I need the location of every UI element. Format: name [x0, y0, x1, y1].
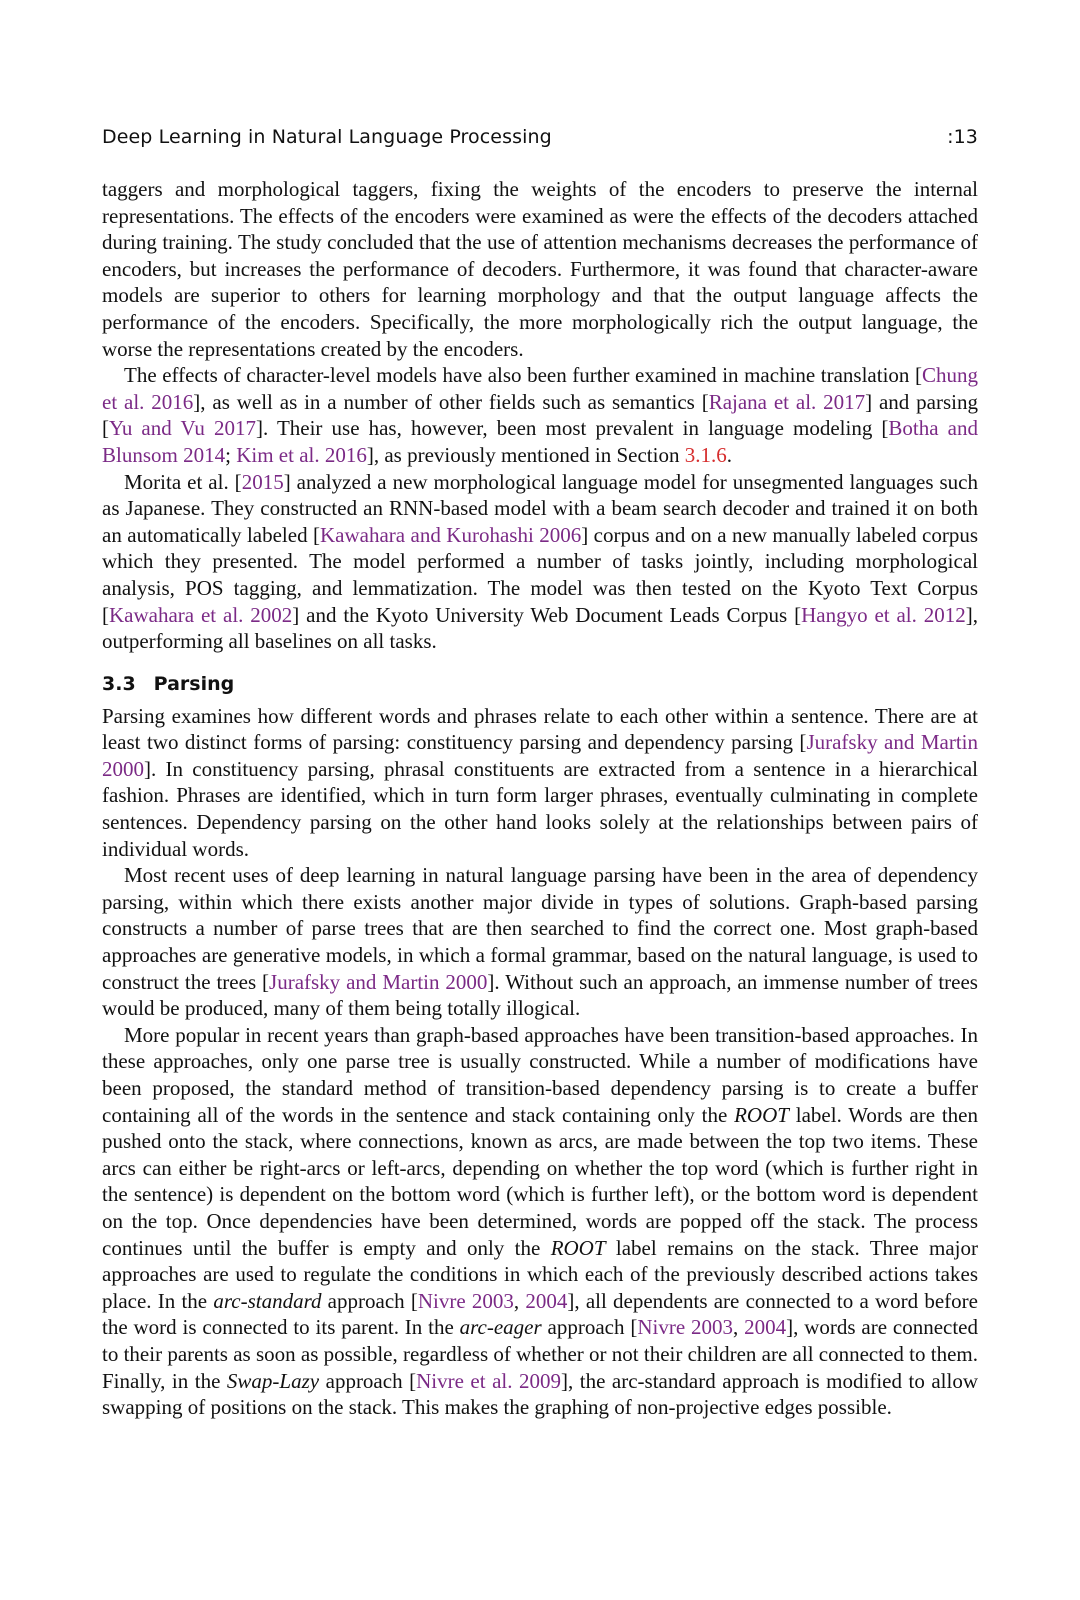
term-root: ROOT	[550, 1235, 606, 1260]
citation-morita-2015[interactable]: 2015	[241, 469, 284, 494]
paragraph-encoders: taggers and morphological taggers, fixing the weights of the encoders to preserve the internal representations. The effects of the encoders were examined as were the effects of the decoders attached during training. The study concluded that the use of attention mechanisms decreases the performance of encoders, but increases the performance of decoders. Furthermore, it was found that character-aware models are superior to others for learning morphology and that the output language affects the performance of the encoders. Specifically, the more morphologically rich the output language, the worse the representations created by the encoders.	[102, 177, 978, 361]
paragraph-character-level: The effects of character-level models have also been further examined in machine translation [Chung et al. 2016], as well as in a number of other fields such as semantics [Rajana et al. 2017] and parsing [Yu and Vu 2017]. Their use has, however, been most prevalent in language modeling [Botha and Blunsom 2014; Kim et al. 2016], as previously mentioned in Section 3.1.6.	[102, 363, 979, 467]
citation-nivre-2003[interactable]: Nivre 2003	[637, 1315, 734, 1340]
paragraph-transition-based: More popular in recent years than graph-based approaches have been transition-based approaches. In these approaches, only one parse tree is usually constructed. While a number of modifications have been proposed, the standard method of transition-based dependency parsing is to create a buffer containing all of the words in the sentence and stack containing only the ROOT label. Words are then pushed onto the stack, where connections, known as arcs, are made between the top two items. These arcs can either be right-arcs or left-arcs, depending on whether the top word (which is further right in the sentence) is dependent on the bottom word (which is further left), or the bottom word is dependent on the top. Once dependencies have been determined, words are popped off the stack. The process continues until the buffer is empty and only the ROOT label remains on the stack. Three major approaches are used to regulate the conditions in which each of the previously described actions takes place. In the arc-standard approach [Nivre 2003, 2004], all dependents are connected to a word before the word is connected to its parent. In the arc-eager approach [Nivre 2003, 2004], words are connected to their parents as soon as possible, regardless of whether or not their children are all connected to them. Finally, in the Swap-Lazy approach [Nivre et al. 2009], the arc-standard approach is modified to allow swapping of positions on the stack. This makes the graphing of non-projective edges possible.	[102, 1022, 979, 1420]
term-arc-eager: arc-eager	[459, 1315, 542, 1340]
term-arc-standard: arc-standard	[213, 1288, 322, 1313]
paragraph-morita: Morita et al. [2015] analyzed a new morphological language model for unsegmented languages such as Japanese. They constructed an RNN-based model with a beam search decoder and trained it on both an automatically labeled [Kawahara and Kurohashi 2006] corpus and on a new manually labeled corpus which they presented. The model performed a number of tasks jointly, including morphological analysis, POS tagging, and lemmatization. The model was then tested on the Kyoto Text Corpus [Kawahara et al. 2002] and the Kyoto University Web Document Leads Corpus [Hangyo et al. 2012], outperforming all baselines on all tasks.	[102, 469, 978, 654]
page-number: :13	[947, 126, 978, 148]
citation-rajana-2017[interactable]: Rajana et al. 2017	[708, 389, 866, 414]
paragraph-graph-based: Most recent uses of deep learning in natural language parsing have been in the area of dependency parsing, within which there exists another major divide in types of solutions. Graph-based parsing constructs a number of parse trees that are then searched to find the correct one. Most graph-based approaches are generative models, in which a formal grammar, based on the natural language, is used to construct the trees [Jurafsky and Martin 2000]. Without such an approach, an immense number of trees would be produced, many of them being totally illogical.	[102, 863, 978, 1021]
running-header	[102, 126, 978, 148]
section-crossref-3-1-6[interactable]: 3.1.6	[684, 442, 727, 467]
citation-nivre-2003[interactable]: Nivre 2003	[417, 1288, 514, 1313]
section-number: 3.3	[102, 672, 136, 695]
document-page	[102, 126, 978, 1421]
citation-nivre-2004[interactable]: 2004	[525, 1288, 568, 1313]
citation-botha-blunsom-2014[interactable]: Botha and Blunsom 2014	[102, 416, 979, 467]
citation-yu-vu-2017[interactable]: Yu and Vu 2017	[109, 416, 256, 441]
term-swap-lazy: Swap-Lazy	[226, 1368, 320, 1393]
citation-nivre-2004[interactable]: 2004	[744, 1315, 787, 1340]
citation-chung-2016[interactable]: Chung et al. 2016	[102, 363, 978, 414]
citation-jurafsky-martin-2000[interactable]: Jurafsky and Martin 2000	[269, 969, 488, 994]
section-title: Parsing	[153, 672, 235, 695]
paragraph-parsing-intro: Parsing examines how different words and phrases relate to each other within a sentence. There are at least two distinct forms of parsing: constituency parsing and dependency parsing [Jurafsky and Martin 2000]. In constituency parsing, phrasal constituents are extracted from a sentence in a hierarchical fashion. Phrases are identified, which in turn form larger phrases, eventually culminating in complete sentences. Dependency parsing on the other hand looks solely at the relationships between pairs of individual words.	[102, 703, 978, 861]
term-root: ROOT	[734, 1102, 789, 1127]
running-title: Deep Learning in Natural Language Processing	[102, 126, 552, 148]
citation-nivre-2009[interactable]: Nivre et al. 2009	[416, 1368, 561, 1393]
citation-kawahara-2002[interactable]: Kawahara et al. 2002	[109, 602, 293, 627]
citation-jurafsky-martin-2000[interactable]: Jurafsky and Martin 2000	[102, 730, 978, 781]
citation-kawahara-kurohashi-2006[interactable]: Kawahara and Kurohashi 2006	[320, 522, 582, 547]
section-heading	[102, 673, 978, 695]
citation-hangyo-2012[interactable]: Hangyo et al. 2012	[801, 602, 966, 627]
citation-kim-2016[interactable]: Kim et al. 2016	[236, 442, 367, 467]
body-text	[102, 176, 978, 1421]
